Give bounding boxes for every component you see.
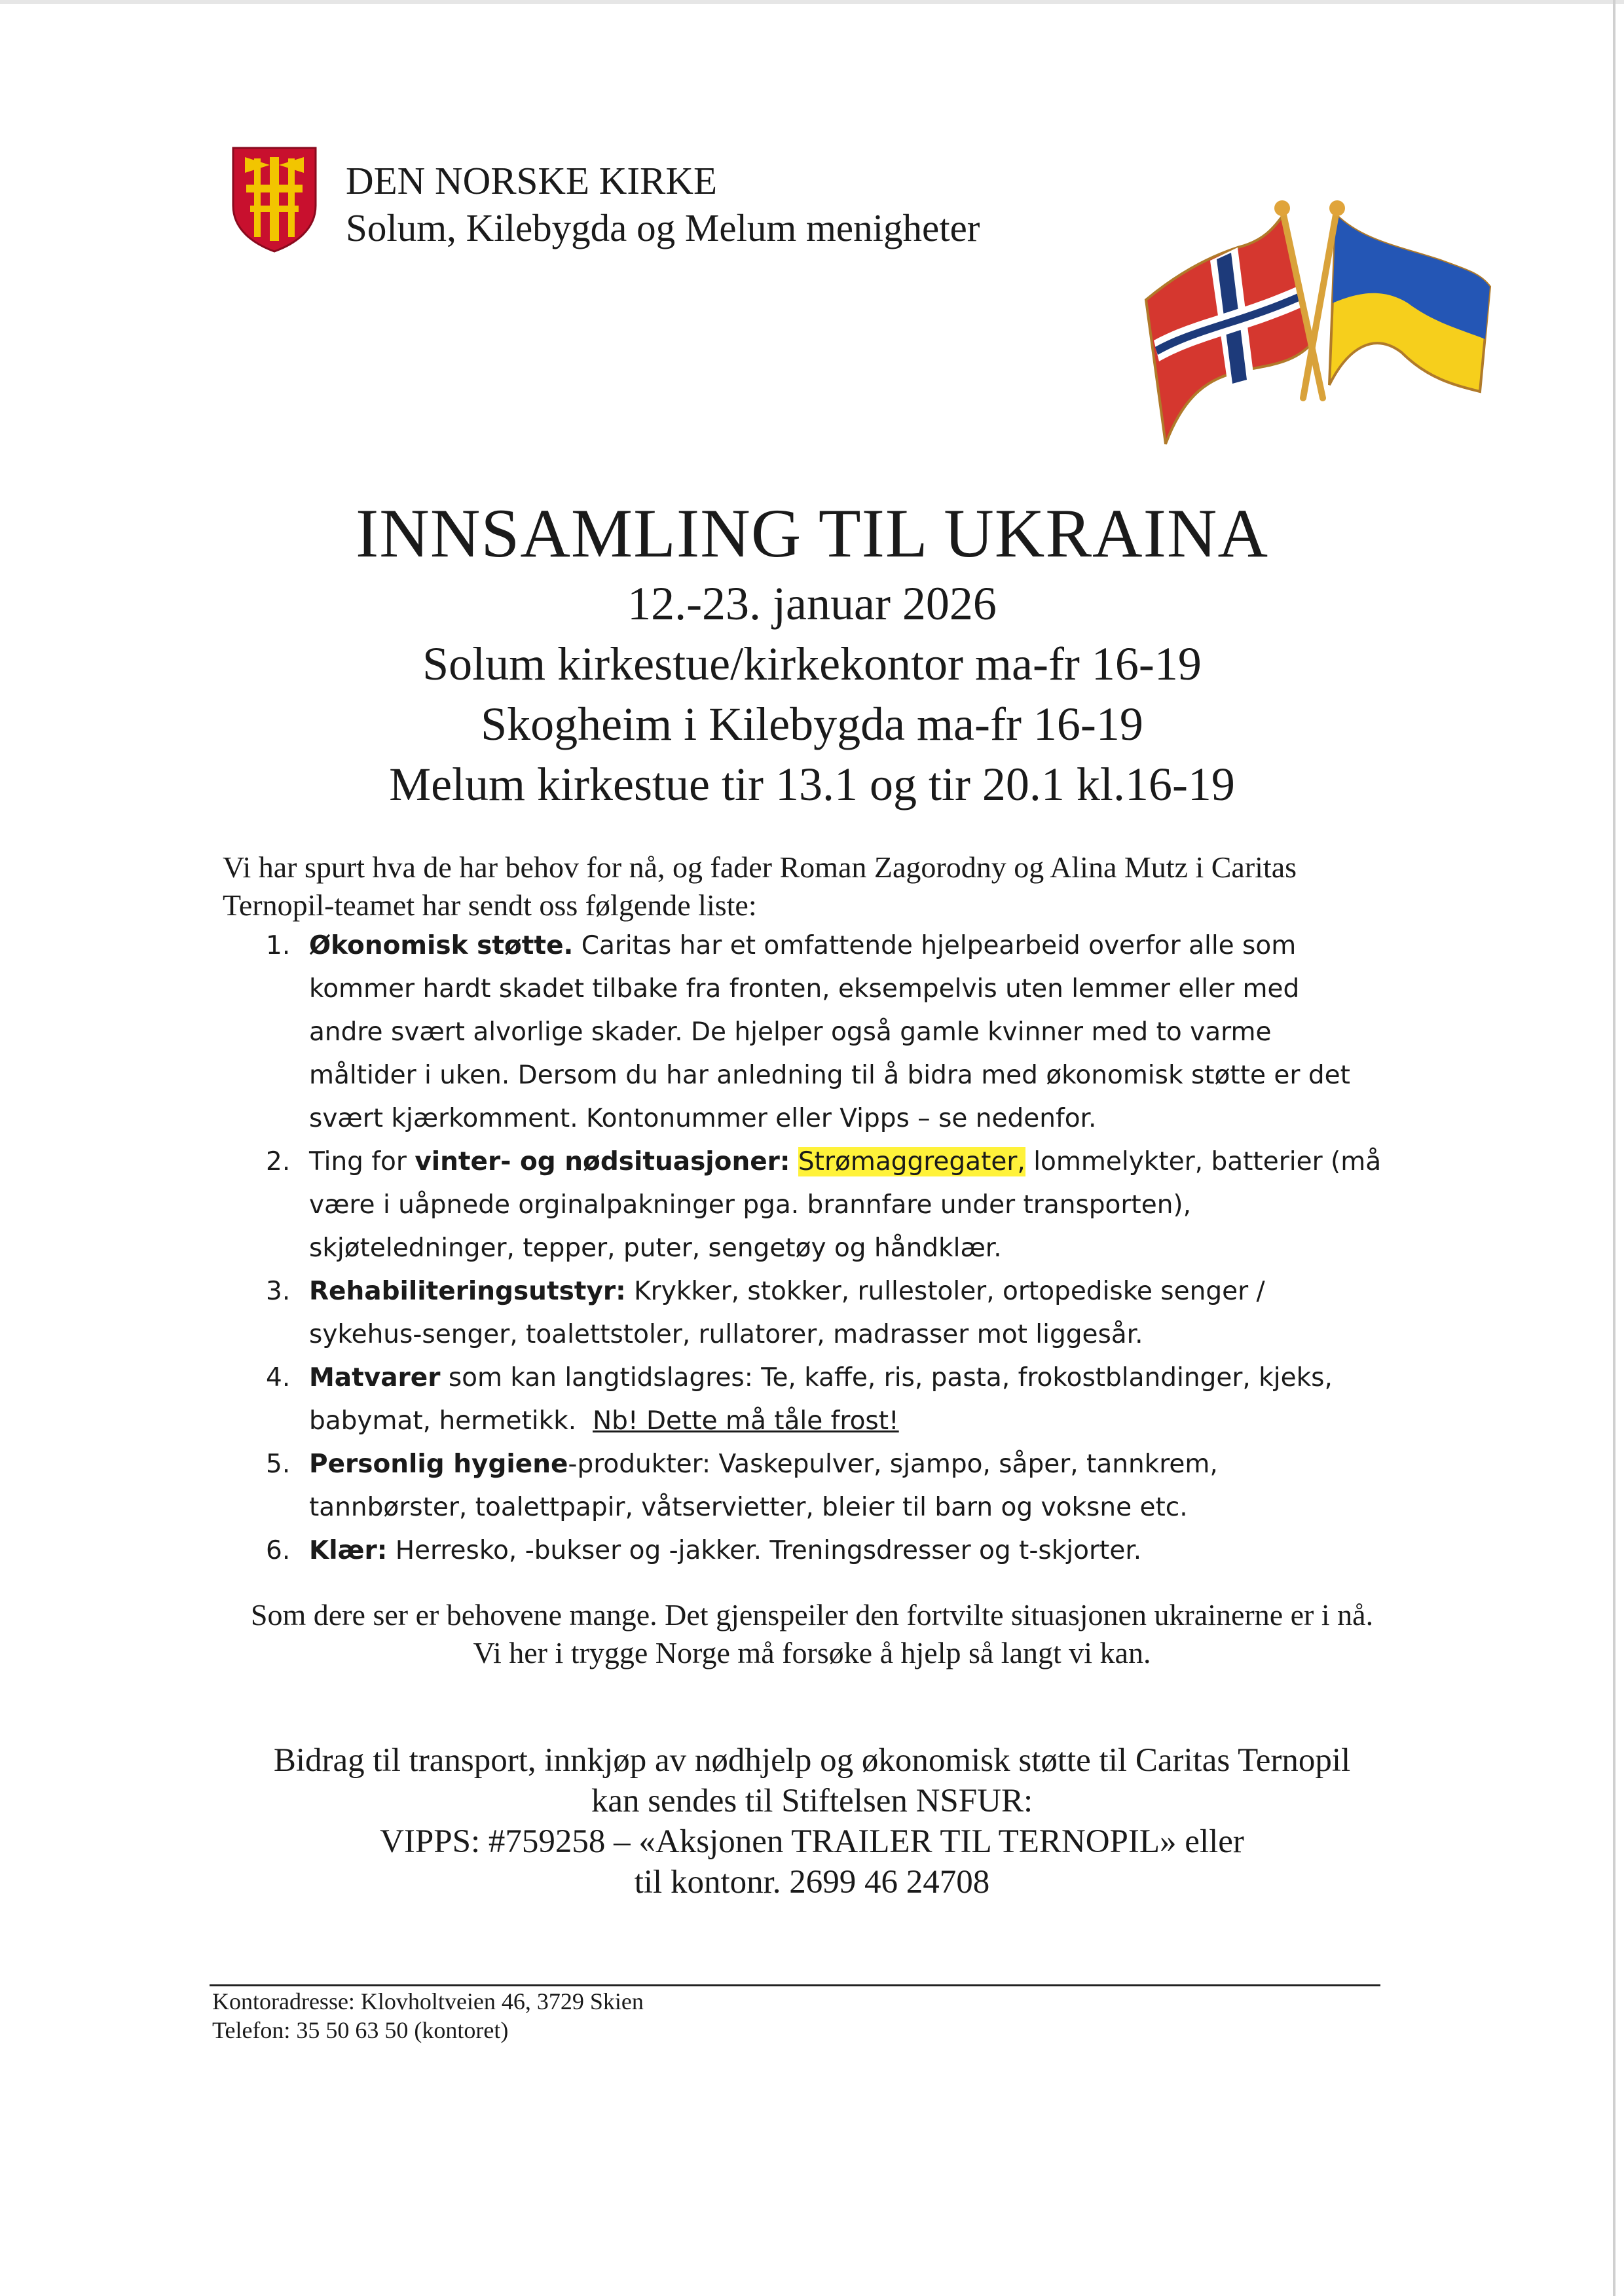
list-item: [257, 1270, 1396, 1357]
organization-name: DEN NORSKE KIRKE: [346, 159, 718, 202]
event-dates: 12.-23. januar 2026: [627, 577, 997, 630]
frost-warning: Nb! Dette må tåle frost!: [593, 1406, 899, 1436]
list-number: 2.: [266, 1147, 291, 1176]
intro-line: Vi har spurt hva de har behov for nå, og fader Roman Zagorodny og Alina Mutz i Caritas: [223, 850, 1297, 884]
donation-line: kan sendes til Stiftelsen NSFUR:: [591, 1783, 1033, 1819]
donation-info: [0, 1740, 1624, 1903]
intro-line: Ternopil-teamet har sendt oss følgende liste:: [223, 888, 757, 922]
list-item: [257, 1529, 1396, 1573]
item-label: Rehabiliteringsutstyr:: [309, 1277, 626, 1306]
item-text: [790, 1147, 798, 1176]
item-label: Økonomisk støtte.: [309, 931, 574, 960]
item-text: Ting for: [309, 1147, 415, 1176]
item-label: Personlig hygiene: [309, 1449, 568, 1479]
page-title: INNSAMLING TIL UKRAINA: [356, 495, 1268, 572]
item-text: sykehus-senger, toalettstoler, rullatorer, madrasser mot liggesår.: [309, 1320, 1143, 1349]
location-skogheim: Skogheim i Kilebygda ma-fr 16-19: [481, 698, 1143, 750]
location-solum: Solum kirkestue/kirkekontor ma-fr 16-19: [422, 638, 1202, 690]
list-number: 5.: [266, 1449, 291, 1479]
footer-phone: Telefon: 35 50 63 50 (kontoret): [212, 2017, 509, 2043]
closing-paragraph: [0, 1596, 1624, 1672]
donation-line: Bidrag til transport, innkjøp av nødhjelp og økonomisk støtte til Caritas Ternopil: [273, 1742, 1351, 1779]
item-label: Klær:: [309, 1536, 388, 1565]
church-shield-logo-icon: [231, 145, 318, 254]
norway-flag: [1146, 215, 1310, 444]
item-text: som kan langtidslagres: Te, kaffe, ris, pasta, frokostblandinger, kjeks,: [440, 1363, 1333, 1393]
item-text: lommelykter, batterier (må: [1025, 1147, 1382, 1176]
organization-subtitle: Solum, Kilebygda og Melum menigheter: [346, 206, 980, 249]
crossed-flags-norway-ukraine-icon: [1139, 189, 1493, 450]
footer-divider: [210, 1984, 1380, 1986]
highlighted-text: Strømaggregater,: [798, 1147, 1025, 1176]
item-text: andre svært alvorlige skader. De hjelper også gamle kvinner med to varme: [309, 1017, 1272, 1047]
location-melum: Melum kirkestue tir 13.1 og tir 20.1 kl.16-19: [389, 758, 1235, 811]
item-label: Matvarer: [309, 1363, 441, 1393]
item-text: tannbørster, toalettpapir, våtservietter, bleier til barn og voksne etc.: [309, 1493, 1188, 1522]
item-text: måltider i uken. Dersom du har anledning til å bidra med økonomisk støtte er det: [309, 1061, 1350, 1090]
scan-edge-right: [1613, 0, 1615, 2296]
item-label: vinter- og nødsituasjoner:: [415, 1147, 790, 1176]
intro-paragraph: [223, 848, 1401, 924]
ukraine-flag: [1329, 215, 1490, 392]
item-text: Krykker, stokker, rullestoler, ortopediske senger /: [625, 1277, 1265, 1306]
list-item: [257, 924, 1396, 1140]
event-title-block: [0, 494, 1624, 814]
list-item: [257, 1140, 1396, 1270]
item-text: kommer hardt skadet tilbake fra fronten, eksempelvis uten lemmer eller med: [309, 974, 1300, 1004]
closing-line: Som dere ser er behovene mange. Det gjenspeiler den fortvilte situasjonen ukrainerne er i nå.: [250, 1598, 1374, 1631]
list-item: [257, 1357, 1396, 1443]
item-text: skjøteledninger, tepper, puter, sengetøy og håndklær.: [309, 1233, 1002, 1263]
item-text: babymat, hermetikk.: [309, 1406, 593, 1436]
list-number: 4.: [266, 1363, 291, 1393]
needs-list: [257, 924, 1396, 1573]
scan-edge-top: [0, 0, 1624, 4]
item-text: -produkter: Vaskepulver, sjampo, såper, tannkrem,: [568, 1449, 1218, 1479]
footer-address: Kontoradresse: Klovholtveien 46, 3729 Skien: [212, 1988, 644, 2014]
list-number: 3.: [266, 1277, 291, 1306]
organization-header: [346, 157, 980, 251]
list-number: 6.: [266, 1536, 291, 1565]
item-text: Herresko, -bukser og -jakker. Treningsdresser og t-skjorter.: [387, 1536, 1142, 1565]
closing-line: Vi her i trygge Norge må forsøke å hjelp så langt vi kan.: [473, 1636, 1151, 1669]
item-text: svært kjærkomment. Kontonummer eller Vipps – se nedenfor.: [309, 1104, 1097, 1133]
list-item: [257, 1443, 1396, 1529]
vipps-line: VIPPS: #759258 – «Aksjonen TRAILER TIL TERNOPIL» eller: [380, 1823, 1244, 1860]
item-text: være i uåpnede orginalpakninger pga. brannfare under transporten),: [309, 1190, 1192, 1220]
account-line: til kontonr. 2699 46 24708: [634, 1864, 990, 1901]
item-text: Caritas har et omfattende hjelpearbeid overfor alle som: [573, 931, 1297, 960]
list-number: 1.: [266, 931, 291, 960]
footer: [212, 1987, 644, 2045]
